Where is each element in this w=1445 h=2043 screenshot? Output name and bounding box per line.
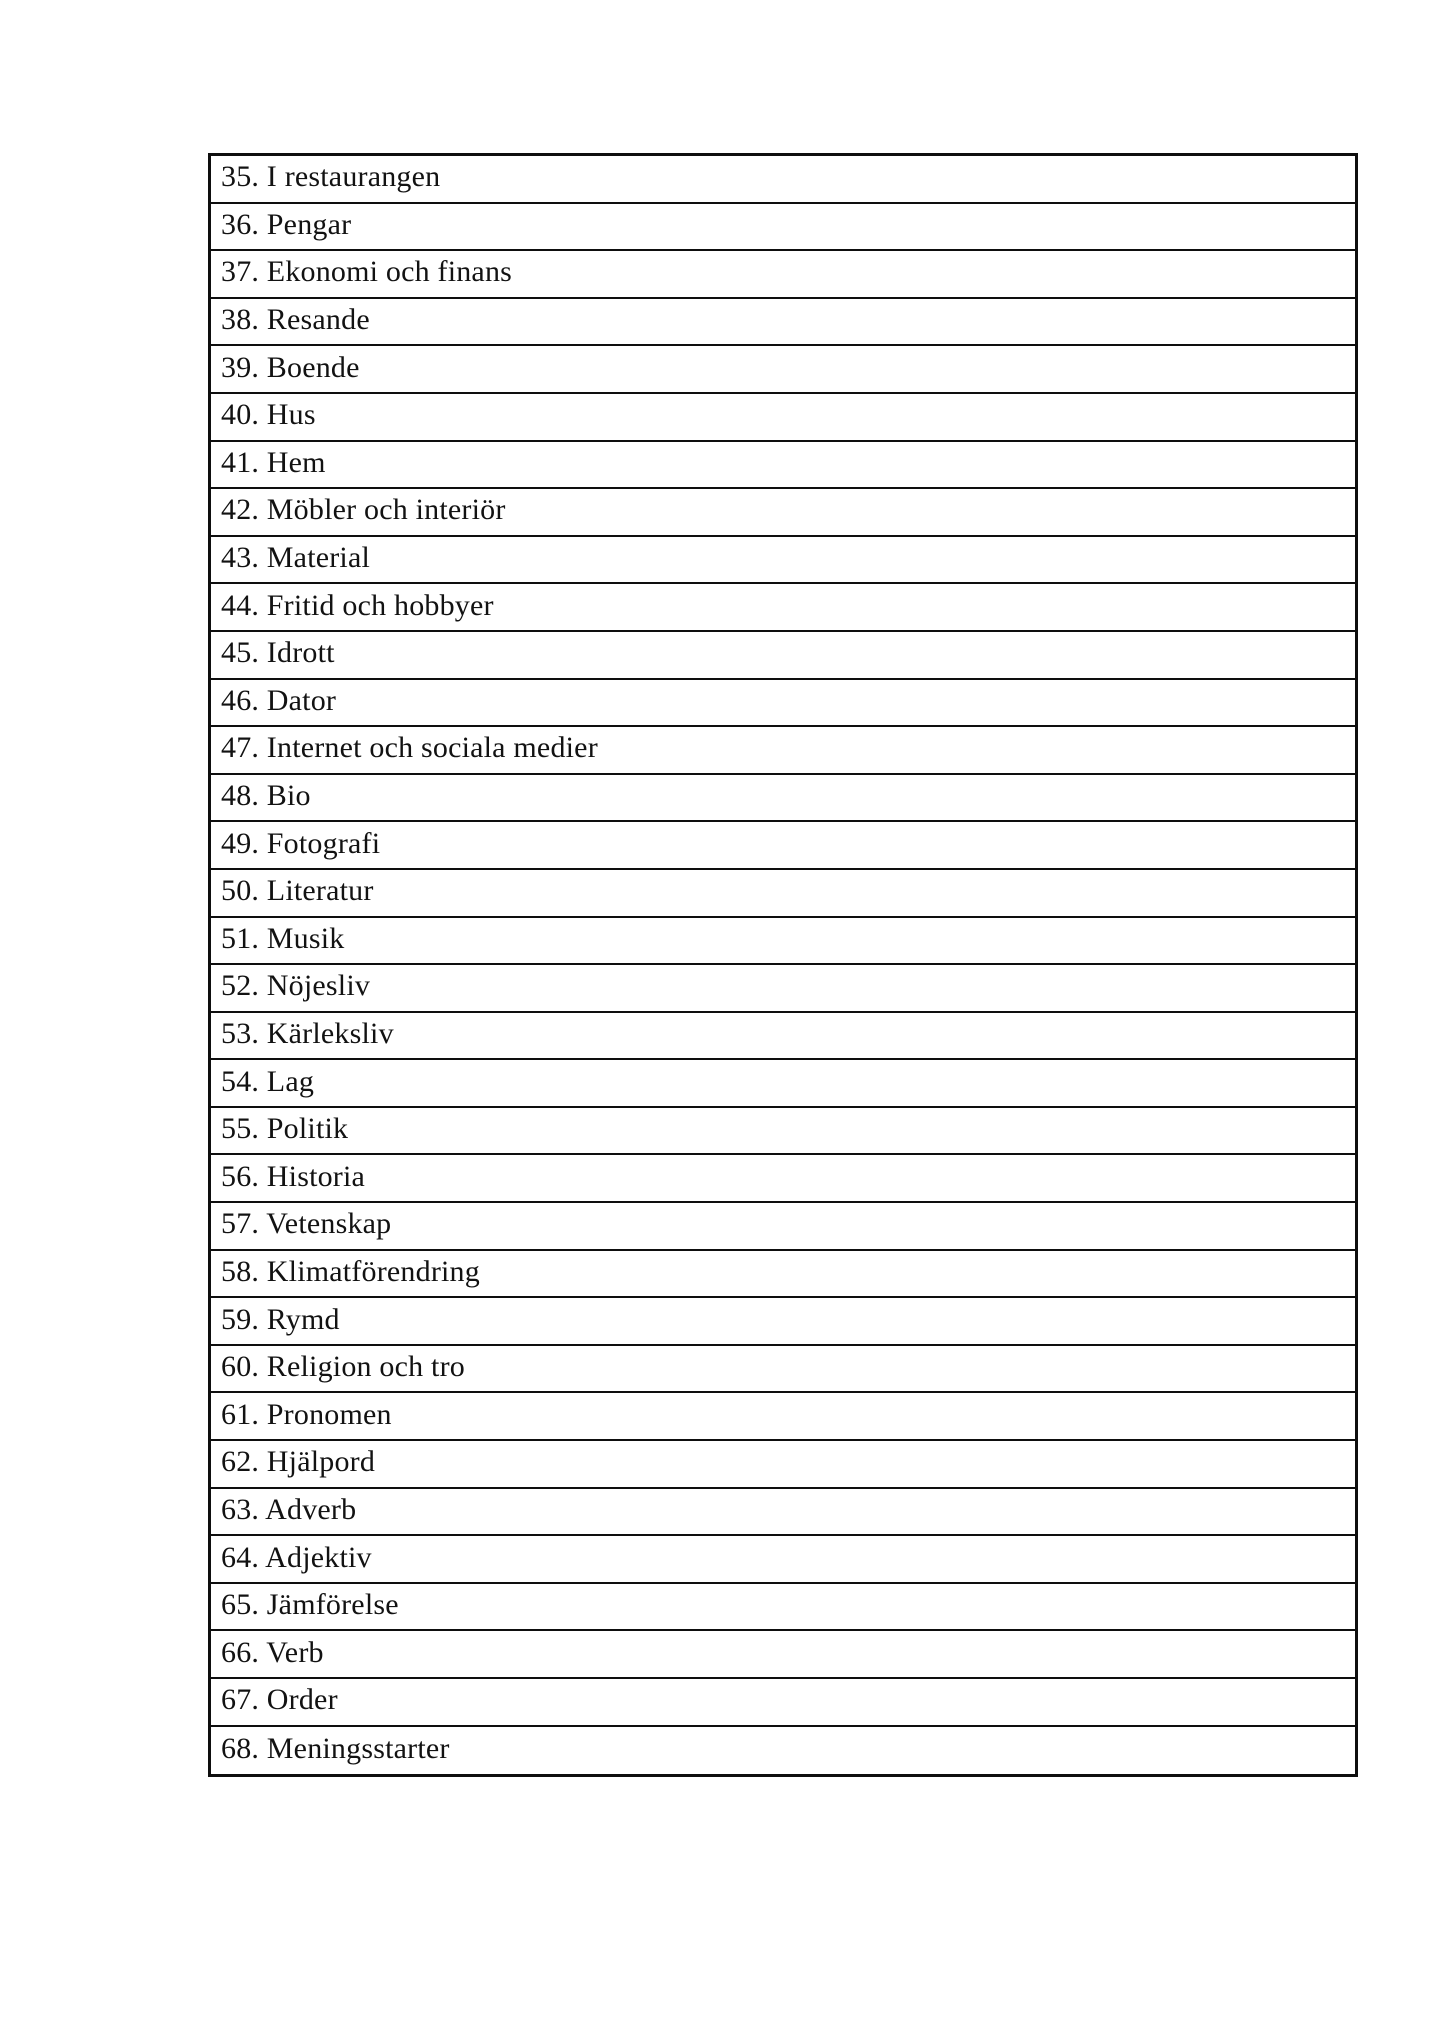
- toc-entry-text: 63. Adverb: [221, 1492, 357, 1526]
- toc-entry-text: 59. Rymd: [221, 1302, 340, 1336]
- toc-row: [211, 299, 1355, 347]
- toc-entry-text: 42. Möbler och interiör: [221, 493, 506, 527]
- toc-entry-text: 49. Fotografi: [221, 826, 381, 860]
- toc-row: [211, 965, 1355, 1013]
- toc-row: [211, 1298, 1355, 1346]
- contents-table: [208, 153, 1358, 1777]
- toc-entry-text: 52. Nöjesliv: [221, 969, 371, 1003]
- toc-entry-text: 64. Adjektiv: [221, 1540, 372, 1574]
- toc-row: [211, 156, 1355, 204]
- toc-entry-text: 65. Jämförelse: [221, 1588, 399, 1622]
- toc-entry-text: 57. Vetenskap: [221, 1207, 392, 1241]
- toc-row: [211, 1013, 1355, 1061]
- toc-row: [211, 1536, 1355, 1584]
- toc-entry-text: 40. Hus: [221, 398, 316, 432]
- toc-row: [211, 1203, 1355, 1251]
- toc-row: [211, 727, 1355, 775]
- toc-entry-text: 47. Internet och sociala medier: [221, 731, 598, 765]
- toc-entry-text: 60. Religion och tro: [221, 1350, 465, 1384]
- toc-row: [211, 1155, 1355, 1203]
- toc-row: [211, 1108, 1355, 1156]
- toc-entry-text: 35. I restaurangen: [221, 160, 441, 194]
- toc-row: [211, 346, 1355, 394]
- toc-row: [211, 1060, 1355, 1108]
- toc-entry-text: 56. Historia: [221, 1159, 366, 1193]
- toc-entry-text: 36. Pengar: [221, 207, 352, 241]
- toc-row: [211, 1631, 1355, 1679]
- toc-entry-text: 38. Resande: [221, 303, 370, 337]
- toc-row: [211, 918, 1355, 966]
- toc-entry-text: 41. Hem: [221, 445, 326, 479]
- toc-entry-text: 45. Idrott: [221, 636, 335, 670]
- toc-row: [211, 775, 1355, 823]
- toc-entry-text: 46. Dator: [221, 683, 337, 717]
- toc-entry-text: 68. Meningsstarter: [221, 1731, 450, 1765]
- toc-row: [211, 489, 1355, 537]
- toc-entry-text: 50. Literatur: [221, 874, 374, 908]
- toc-entry-text: 55. Politik: [221, 1112, 349, 1146]
- toc-row: [211, 584, 1355, 632]
- toc-entry-text: 58. Klimatförendring: [221, 1254, 480, 1288]
- toc-row: [211, 632, 1355, 680]
- toc-row: [211, 1584, 1355, 1632]
- toc-entry-text: 37. Ekonomi och finans: [221, 255, 513, 289]
- toc-row: [211, 1441, 1355, 1489]
- toc-entry-text: 62. Hjälpord: [221, 1445, 376, 1479]
- toc-entry-text: 53. Kärleksliv: [221, 1016, 394, 1050]
- toc-row: [211, 1679, 1355, 1727]
- toc-entry-text: 43. Material: [221, 541, 371, 575]
- toc-entry-text: 66. Verb: [221, 1635, 324, 1669]
- toc-row: [211, 870, 1355, 918]
- toc-row: [211, 1489, 1355, 1537]
- toc-entry-text: 61. Pronomen: [221, 1397, 392, 1431]
- toc-entry-text: 51. Musik: [221, 921, 345, 955]
- toc-entry-text: 54. Lag: [221, 1064, 315, 1098]
- toc-row: [211, 1393, 1355, 1441]
- toc-entry-text: 67. Order: [221, 1683, 338, 1717]
- toc-row: [211, 1727, 1355, 1775]
- toc-entry-text: 39. Boende: [221, 350, 360, 384]
- toc-row: [211, 537, 1355, 585]
- toc-row: [211, 1251, 1355, 1299]
- toc-row: [211, 251, 1355, 299]
- toc-row: [211, 822, 1355, 870]
- toc-entry-text: 48. Bio: [221, 779, 311, 813]
- toc-entry-text: 44. Fritid och hobbyer: [221, 588, 494, 622]
- toc-row: [211, 1346, 1355, 1394]
- toc-row: [211, 442, 1355, 490]
- toc-row: [211, 204, 1355, 252]
- toc-row: [211, 394, 1355, 442]
- toc-row: [211, 680, 1355, 728]
